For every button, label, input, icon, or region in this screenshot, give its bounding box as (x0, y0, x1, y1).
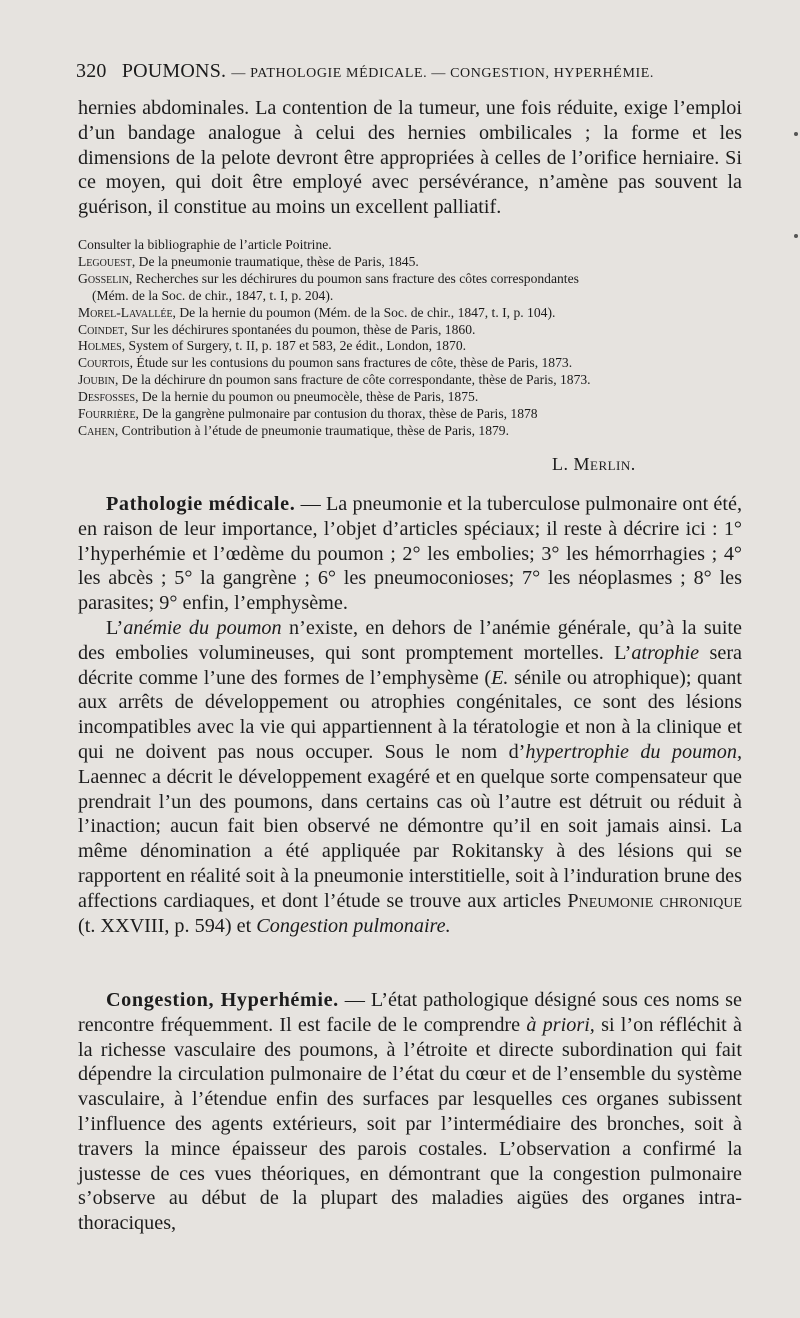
italic-term: hypertrophie du poumon, (525, 740, 742, 763)
bibliography-entry (78, 288, 742, 305)
text-run: — L’état pathologique désigné sous ces noms se rencontre fréquemment. Il est facile de le comprendre (78, 989, 742, 1036)
header-title: POUMONS. (121, 60, 227, 82)
reference-author: Holmes, (78, 338, 126, 354)
reference-text: Contribution à l’étude de pneumonie traumatique, thèse de Paris, 1879. (118, 422, 509, 438)
reference-author: Legouest, (78, 253, 136, 269)
page-number: 320 (76, 60, 107, 82)
reference-text: De la pneumonie traumatique, thèse de Paris, 1845. (135, 253, 419, 269)
bibliography-entry (78, 372, 742, 389)
reference-author: Courtois, (78, 355, 134, 371)
bibliography-entry (78, 322, 742, 339)
author-signature: L. Merlin. (552, 454, 636, 474)
margin-speck (794, 234, 798, 238)
text-run: L’ (106, 617, 124, 639)
text-run: (t. XXVIII, p. 594) et (78, 914, 257, 937)
text-run: si l’on réfléchit à la richesse vasculaire des poumons, à l’étroite et directe subordination qui fait dépendre la circulation pulmonaire de l’état du cœur et de l’ensemble du système vasculaire, à l’étendue enfin des surfaces par lesquelles ces organes subissent l’influence des agents extérieurs, soit par l’intermédiaire des bronches, soit à travers la mince épaisseur des parois costales. L’observation a confirmé la justesse de ces vues théoriques, en démontrant que la congestion pulmonaire s’observe au début de la plupart des maladies aigües des organes intra-thoraciques, (78, 1013, 742, 1235)
reference-author: Coindet, (78, 321, 128, 337)
bibliography-entry (78, 237, 742, 254)
reference-text: Étude sur les contusions du poumon sans fractures de côte, thèse de Paris, 1873. (133, 355, 573, 371)
bibliography (78, 237, 742, 440)
italic-term: à priori, (526, 1013, 595, 1036)
reference-author: Gosselin, (78, 270, 133, 286)
italic-term: atrophie (631, 641, 700, 664)
reference-text: De la hernie du poumon (Mém. de la Soc. de chir., 1847, t. I, p. 104). (175, 304, 556, 320)
section-congestion (78, 988, 742, 1236)
reference-text: Sur les déchirures spontanées du poumon, thèse de Paris, 1860. (127, 321, 476, 337)
section-body: — La pneumonie et la tuberculose pulmonaire ont été, en raison de leur importance, l’objet d’articles spéciaux; il reste à décrire ici : 1° l’hyperhémie et l’œdème du poumon ; 2° les embolies; 3° les hémorrhagies ; 4° les abcès ; 5° la gangrène ; 6° les pneumoconioses; 7° les néoplasmes ; 8° les parasites; 9° enfin, l’emphysème. (78, 493, 742, 615)
reference-text: De la déchirure dn poumon sans fracture de côte correspondante, thèse de Paris, 1873. (118, 372, 591, 388)
header-subtitle: — PATHOLOGIE MÉDICALE. — CONGESTION, HYPERHÉMIE. (231, 66, 655, 81)
bibliography-entry (78, 406, 742, 423)
section-heading: Pathologie médicale. (106, 493, 296, 515)
reference-author: Morel-Lavallée, (78, 304, 176, 320)
intro-paragraph: hernies abdominales. La contention de la tumeur, une fois réduite, exige l’emploi d’un bandage analogue à celui des hernies ombilicales ; la forme et les dimensions de la pelote devront être appropriées à celles de l’orifice herniaire. Si ce moyen, qui doit être employé avec persévérance, n’amène pas souvent la guérison, il constitue au moins un excellent palliatif. (78, 97, 742, 219)
italic-term: Congestion pulmonaire. (256, 914, 451, 937)
text-run: sera décrite comme l’une des formes de l’emphysème ( (78, 641, 742, 689)
running-header (76, 60, 766, 83)
reference-text: De la hernie du poumon ou pneumocèle, thèse de Paris, 1875. (138, 389, 479, 405)
reference-author: Desfosses, (78, 389, 139, 405)
bibliography-entry (78, 389, 742, 406)
reference-author: Fourrière, (78, 406, 139, 422)
text-run: sénile ou atrophique); quant aux arrêts de développement ou atrophies congénitales, ce sont des lésions incompatibles avec la vie qui appartiennent à la tératologie et non à la clinique et qui ne doivent pas nous occuper. Sous le nom d’ (78, 666, 742, 763)
reference-author: Joubin, (78, 372, 119, 388)
margin-speck (794, 132, 798, 136)
reference-text: Recherches sur les déchirures du poumon sans fracture des côtes correspondantes (132, 270, 579, 286)
bibliography-entry (78, 254, 742, 271)
italic-term: anémie du poumon (123, 617, 282, 639)
bibliography-entry (78, 271, 742, 288)
bibliography-entry (78, 423, 742, 440)
reference-text: De la gangrène pulmonaire par contusion du thorax, thèse de Paris, 1878 (138, 406, 538, 422)
text-run: n’existe, en dehors de l’anémie générale, qu’à la suite des embolies volumineuses, qui sont promptement mortelles. L’ (78, 617, 742, 664)
italic-term: E. (491, 666, 509, 689)
section-heading: Congestion, Hyperhémie. (106, 989, 339, 1011)
reference-text: (Mém. de la Soc. de chir., 1847, t. I, p. 204). (92, 287, 334, 303)
paragraph-anemie (78, 616, 742, 938)
section-pathologie-medicale (78, 492, 742, 616)
bibliography-entry (78, 338, 742, 355)
reference-text: Consulter la bibliographie de l’article Poitrine. (78, 237, 332, 252)
cross-reference: Pneumonie chronique (567, 889, 742, 912)
reference-text: System of Surgery, t. II, p. 187 et 583, 2e édit., London, 1870. (125, 338, 467, 354)
bibliography-entry (78, 305, 742, 322)
text-run: Laennec a décrit le développement exagéré et en quelque sorte compensateur que prendrait l’un des poumons, dans certains cas où l’autre est détruit ou réduit à l’inaction; aucun fait bien observé ne démontre qu’il en soit jamais ainsi. La même dénomination a été appliquée par Rokitansky à des lésions qui se rapportent en réalité soit à la pneumonie interstitielle, soit à l’induration brune des affections cardiaques, et dont l’étude se trouve aux articles (78, 765, 742, 912)
reference-author: Cahen, (78, 422, 119, 438)
bibliography-entry (78, 355, 742, 372)
